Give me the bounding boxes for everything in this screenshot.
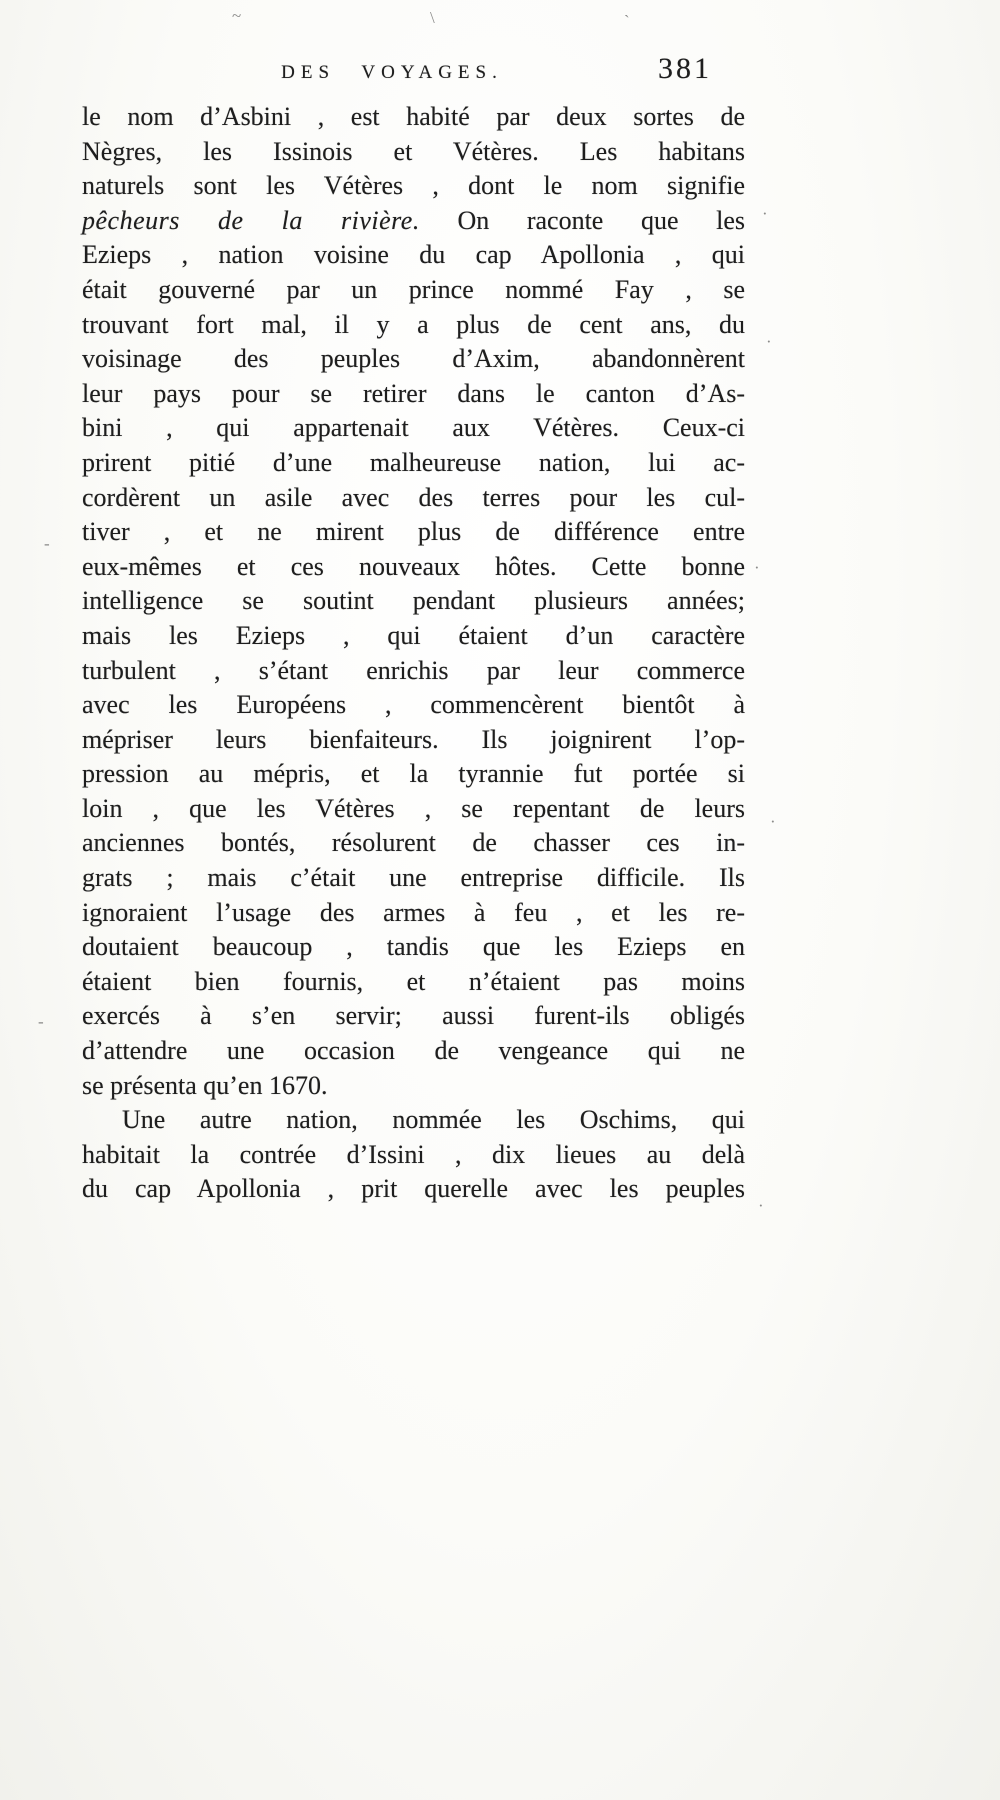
text-line: cordèrent un asile avec des terres pour les cul- xyxy=(82,482,745,512)
text-line: ignoraient l’usage des armes à feu , et les re- xyxy=(82,897,745,927)
text-line: mépriser leurs bienfaiteurs. Ils joignirent l’op- xyxy=(82,724,745,754)
text-line: du cap Apollonia , prit querelle avec les peuples xyxy=(82,1174,745,1204)
scan-artifact: ` xyxy=(624,12,630,31)
text-line: Ezieps , nation voisine du cap Apollonia , qui xyxy=(82,240,745,270)
scan-artifact: \ xyxy=(430,8,435,27)
text-line: loin , que les Vétères , se repentant de leurs xyxy=(82,793,745,823)
text-line: habitait la contrée d’Issini , dix lieues au delà xyxy=(82,1139,745,1169)
text-line: d’attendre une occasion de vengeance qui ne xyxy=(82,1036,745,1066)
text-line: étaient bien fournis, et n’étaient pas moins xyxy=(82,966,745,996)
scan-artifact: ~ xyxy=(232,6,242,25)
text-line: mais les Ezieps , qui étaient d’un caractère xyxy=(82,620,745,650)
text-line: intelligence se soutint pendant plusieurs années; xyxy=(82,586,745,616)
text-line: turbulent , s’étant enrichis par leur commerce xyxy=(82,655,745,685)
text-line: prirent pitié d’une malheureuse nation, lui ac- xyxy=(82,447,745,477)
text-line: le nom d’Asbini , est habité par deux sortes de xyxy=(82,102,745,131)
scan-artifact: · xyxy=(758,1196,764,1215)
text-line: était gouverné par un prince nommé Fay , se xyxy=(82,274,745,304)
text-line: naturels sont les Vétères , dont le nom signifie xyxy=(82,171,745,201)
body-text xyxy=(82,100,745,1207)
text-line: exercés à s’en servir; aussi furent-ils obligés xyxy=(82,1001,745,1031)
scan-artifact: · xyxy=(770,812,776,831)
italic-phrase: pêcheurs de la rivière. xyxy=(82,205,420,235)
scan-artifact: · xyxy=(766,332,772,351)
text-line: eux-mêmes et ces nouveaux hôtes. Cette bonne xyxy=(82,551,745,581)
scan-artifact: - xyxy=(38,1012,44,1031)
running-title: DES VOYAGES. xyxy=(281,62,503,83)
text-line: anciennes bontés, résolurent de chasser ces in- xyxy=(82,828,745,858)
text-line: se présenta qu’en 1670. xyxy=(82,1070,328,1100)
text-line: doutaient beaucoup , tandis que les Ezieps en xyxy=(82,932,745,962)
scan-artifact: · xyxy=(754,558,760,577)
text-line: Nègres, les Issinois et Vétères. Les habitans xyxy=(82,136,745,166)
text-line: pêcheurs de la rivière. On raconte que les xyxy=(82,205,746,235)
text-line: leur pays pour se retirer dans le canton d’As- xyxy=(82,378,745,408)
text-line: voisinage des peuples d’Axim, abandonnèrent xyxy=(82,344,745,374)
page-number: 381 xyxy=(658,52,712,85)
text-line: tiver , et ne mirent plus de différence entre xyxy=(82,517,745,547)
scan-artifact: · xyxy=(762,204,768,223)
text-line: Une autre nation, nommée les Oschims, qui xyxy=(122,1105,745,1135)
text-line: trouvant fort mal, il y a plus de cent ans, du xyxy=(82,309,745,339)
text-line: avec les Européens , commencèrent bientôt à xyxy=(82,690,745,720)
text-line: grats ; mais c’était une entreprise difficile. Ils xyxy=(82,863,745,893)
text-line: bini , qui appartenait aux Vétères. Ceux-ci xyxy=(82,413,745,443)
text-line: pression au mépris, et la tyrannie fut portée si xyxy=(82,759,745,789)
scan-artifact: - xyxy=(44,534,50,553)
